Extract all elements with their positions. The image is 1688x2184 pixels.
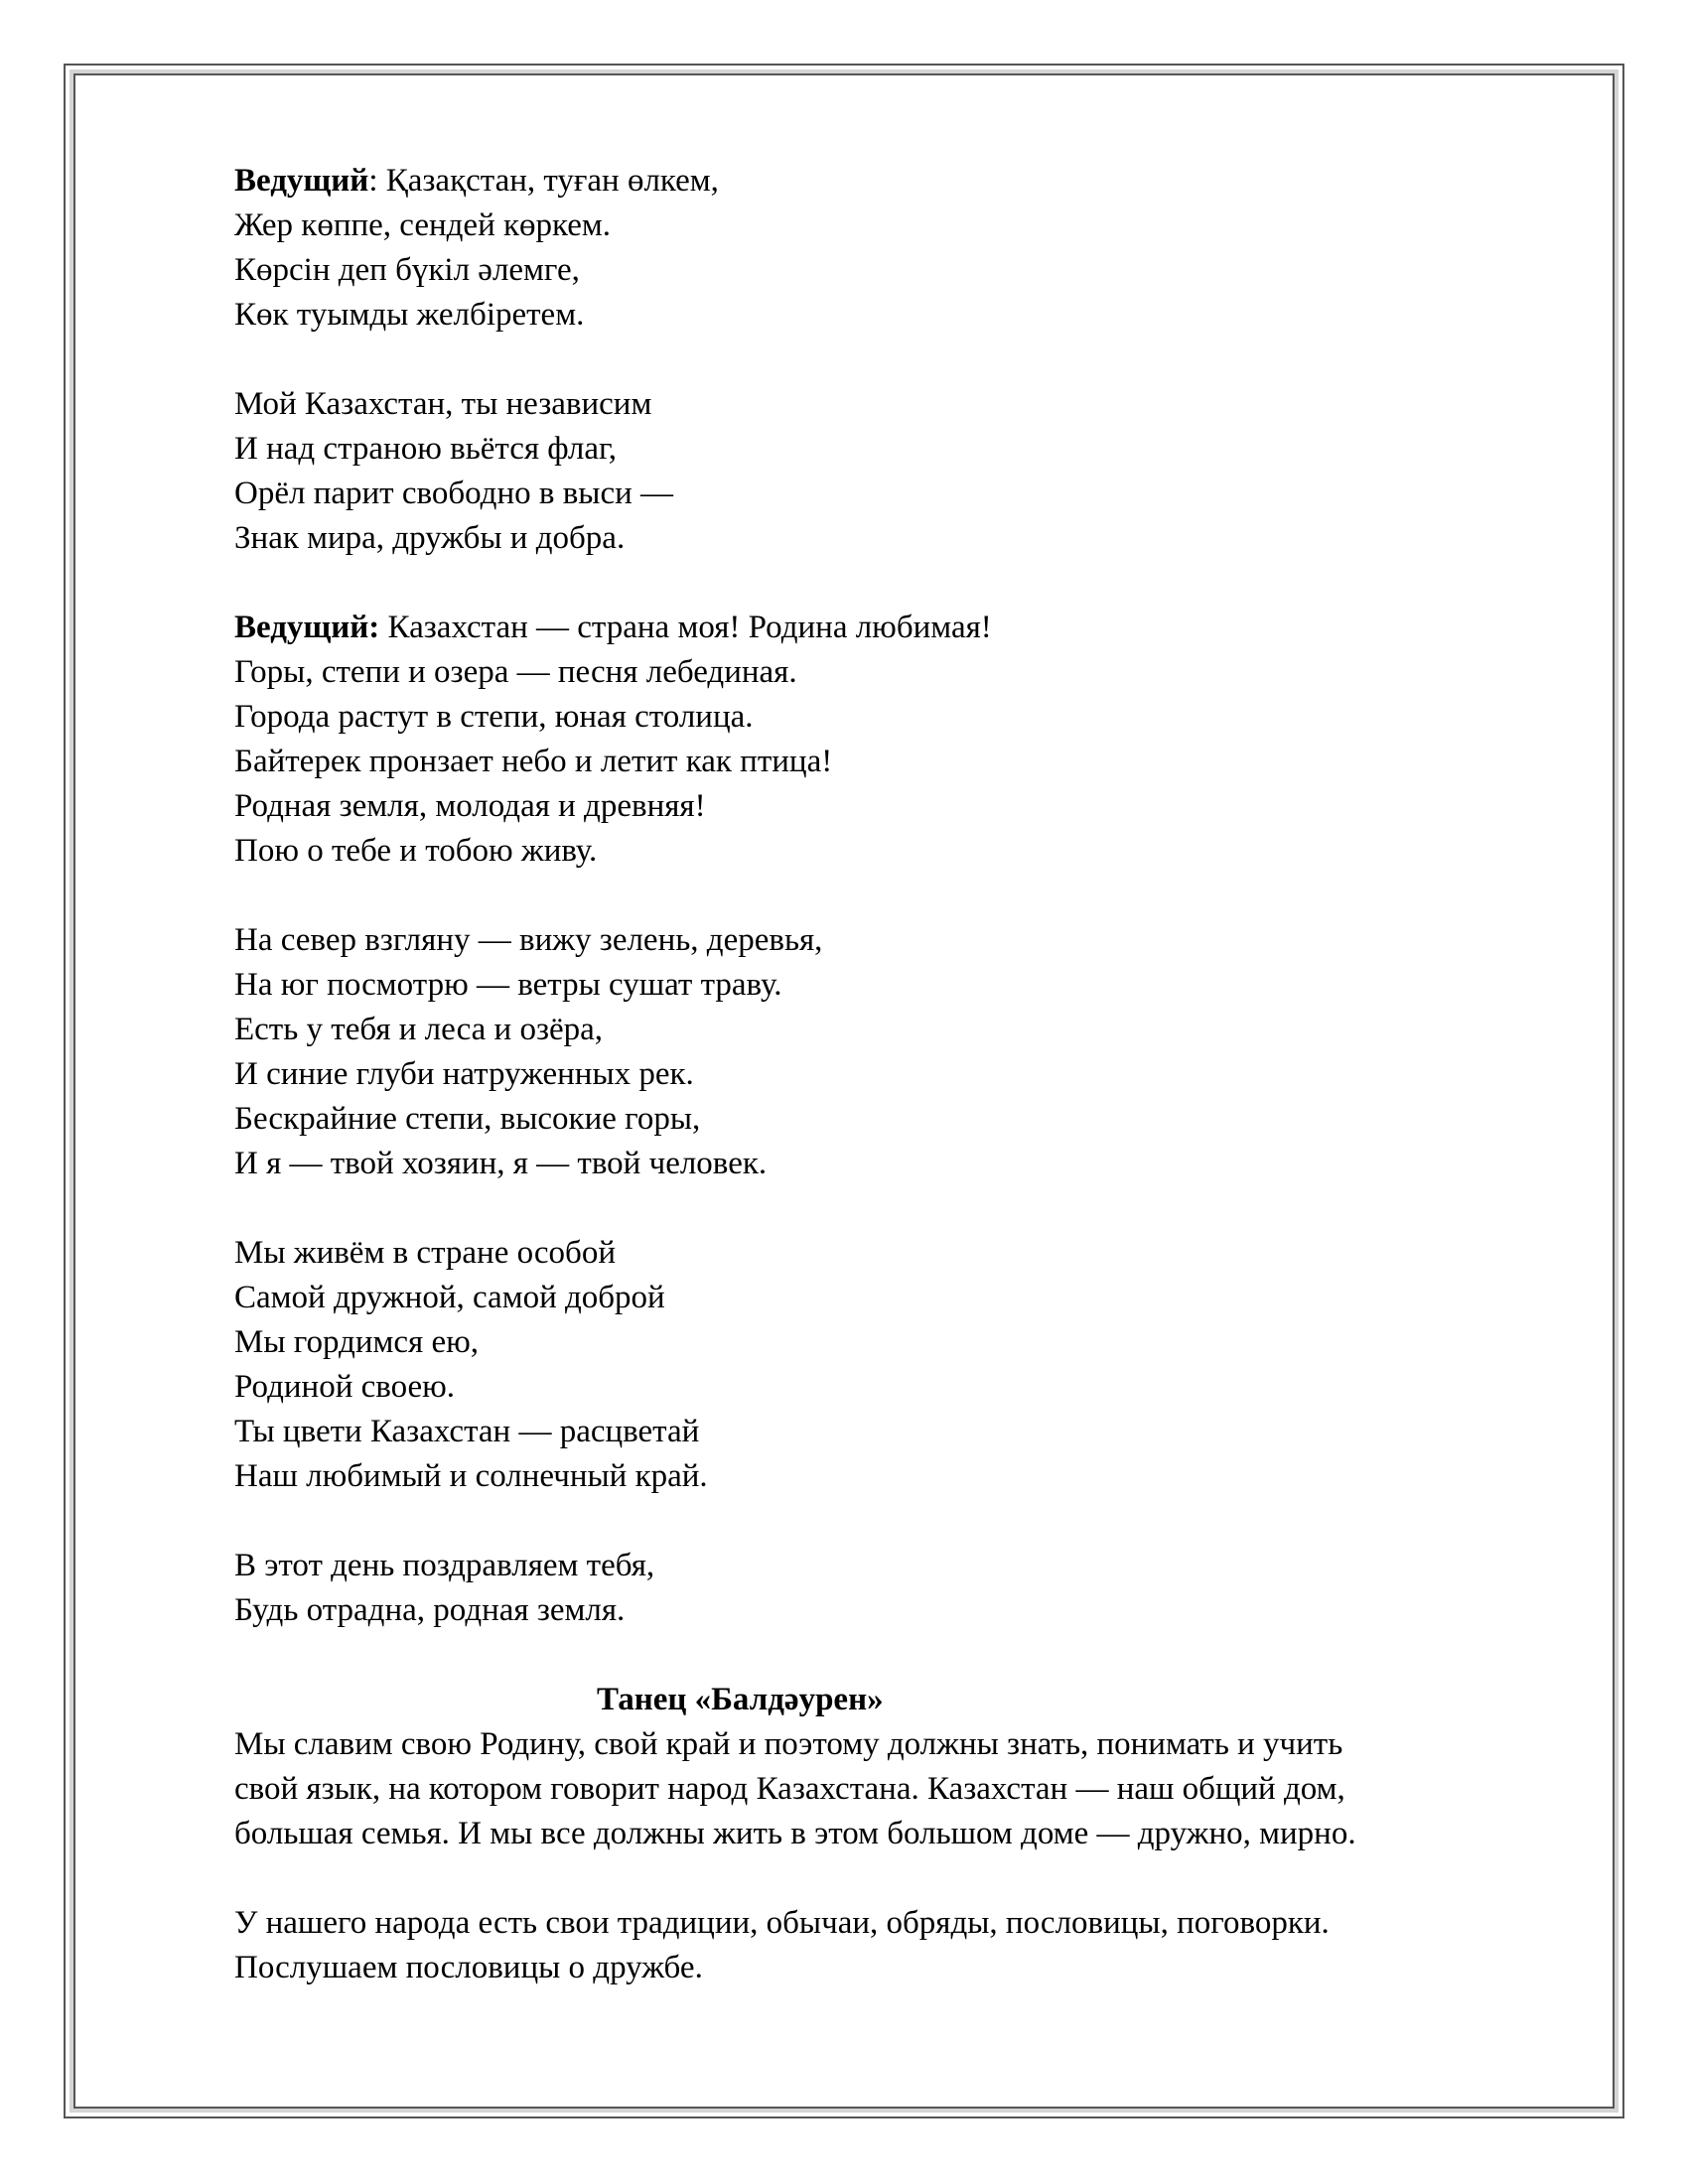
stanza-special-country <box>234 1231 1565 1499</box>
speaker-label: Ведущий <box>234 163 369 199</box>
line-text: : Қазақстан, туған өлкем, <box>368 163 719 199</box>
stanza-kazakh-intro <box>234 159 1565 338</box>
stanza-line: Байтерек пронзает небо и летит как птица! <box>234 744 833 779</box>
stanza-line: На юг посмотрю — ветры сушат траву. <box>234 967 782 1003</box>
paragraph-line: Мы славим свою Родину, свой край и поэтому должны знать, понимать и учить <box>234 1726 1343 1762</box>
document-body <box>234 159 1565 2035</box>
stanza-line: Знак мира, дружбы и добра. <box>234 520 626 556</box>
stanza-line: Көрсін деп бүкіл әлемге, <box>234 252 580 288</box>
stanza-line: Мой Казахстан, ты независим <box>234 386 652 422</box>
stanza-greeting <box>234 1544 1565 1633</box>
stanza-line: Есть у тебя и леса и озёра, <box>234 1012 604 1047</box>
paragraph-line: У нашего народа есть свои традиции, обычаи, обряды, пословицы, поговорки. <box>234 1905 1330 1941</box>
dance-section <box>234 1678 1565 1856</box>
paragraph-line: Послушаем пословицы о дружбе. <box>234 1950 703 1985</box>
stanza-landscape <box>234 918 1565 1186</box>
stanza-line: Мы живём в стране особой <box>234 1235 617 1271</box>
stanza-line: Родная земля, молодая и древняя! <box>234 788 706 824</box>
stanza-line: Родиной своею. <box>234 1369 456 1405</box>
speaker-label: Ведущий: <box>234 610 380 645</box>
stanza-line <box>234 159 1565 204</box>
stanza-line: И я — твой хозяин, я — твой человек. <box>234 1146 768 1181</box>
stanza-flag <box>234 382 1565 561</box>
stanza-line: Пою о тебе и тобою живу. <box>234 833 598 869</box>
stanza-line: И над страною вьётся флаг, <box>234 431 618 467</box>
stanza-line: Жер көппе, сендей көркем. <box>234 207 612 243</box>
stanza-line: Будь отрадна, родная земля. <box>234 1592 626 1628</box>
stanza-line: Бескрайние степи, высокие горы, <box>234 1101 701 1137</box>
stanza-line: Самой дружной, самой доброй <box>234 1280 665 1315</box>
paragraph-line: свой язык, на котором говорит народ Казахстана. Казахстан — наш общий дом, <box>234 1771 1345 1807</box>
stanza-line: И синие глуби натруженных рек. <box>234 1056 694 1092</box>
stanza-line: Орёл парит свободно в выси — <box>234 476 674 511</box>
stanza-line: В этот день поздравляем тебя, <box>234 1548 655 1583</box>
stanza-homeland <box>234 606 1565 874</box>
stanza-line: Мы гордимся ею, <box>234 1324 480 1360</box>
stanza-line <box>234 606 1565 650</box>
dance-heading: Танец «Балдәурен» <box>597 1682 884 1717</box>
stanza-line: Ты цвети Казахстан — расцветай <box>234 1414 700 1449</box>
stanza-line: Города растут в степи, юная столица. <box>234 699 754 735</box>
stanza-line: На север взгляну — вижу зелень, деревья, <box>234 922 823 958</box>
closing-paragraph <box>234 1901 1565 1990</box>
line-text: Казахстан — страна моя! Родина любимая! <box>379 610 992 645</box>
stanza-line: Наш любимый и солнечный край. <box>234 1458 708 1494</box>
stanza-line: Көк туымды желбіретем. <box>234 297 585 333</box>
paragraph-line: большая семья. И мы все должны жить в этом большом доме — дружно, мирно. <box>234 1816 1356 1851</box>
stanza-line: Горы, степи и озера — песня лебединая. <box>234 654 797 690</box>
